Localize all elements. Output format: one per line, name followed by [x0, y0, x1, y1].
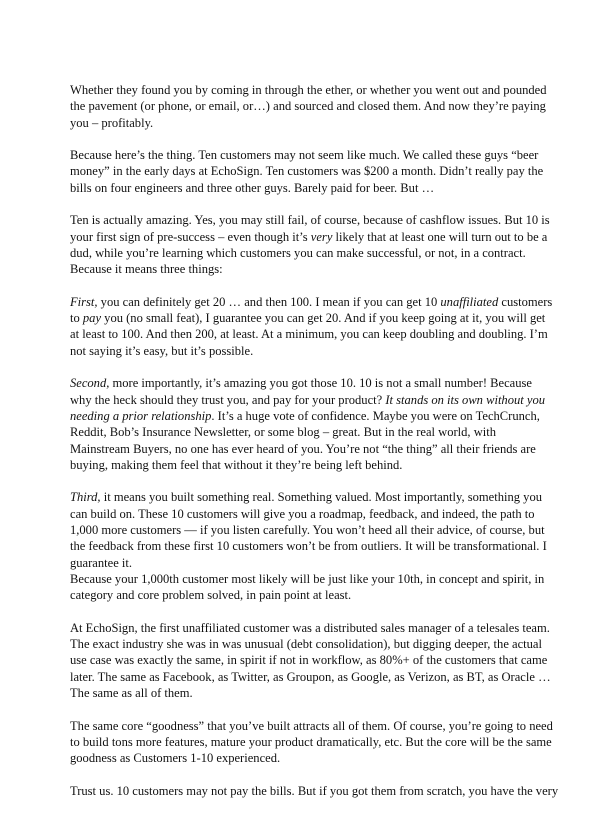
emphasis-text: Second, [70, 376, 110, 391]
text-line: can build on. These 10 customers will give you a roadmap, feedback, and indeed, the path to [70, 506, 535, 521]
text-line: Because your 1,000th customer most likely will be just like your 10th, in concept and spirit, in [70, 571, 545, 586]
text-run: customers [498, 294, 553, 309]
text-line [70, 489, 542, 505]
text-line: dud, while you’re learning which customers you can make successful, or not, in a contract. [70, 245, 526, 260]
text-line: goodness as Customers 1-10 experienced. [70, 751, 281, 766]
text-run: your first sign of pre-success – even though it’s [70, 229, 311, 244]
text-line: Because it means three things: [70, 262, 223, 277]
text-line: Whether they found you by coming in through the ether, or whether you went out and pounded [70, 83, 547, 97]
text-line: At EchoSign, the first unaffiliated customer was a distributed sales manager of a telesales team. [70, 620, 550, 635]
text-run: to [70, 311, 83, 326]
paragraph-7 [70, 571, 545, 604]
text-line: Trust us. 10 customers may not pay the bills. But if you got them from scratch, you have the very [70, 783, 559, 798]
text-line: buying, making them feel that without it they’re being left behind. [70, 457, 403, 472]
emphasis-text: First, [70, 294, 98, 309]
text-line: use case was exactly the same, in spirit if not in workflow, as 80%+ of the customers that came [70, 653, 548, 668]
text-line [70, 229, 548, 245]
emphasis-text: Third, [70, 490, 101, 505]
paragraph-8 [70, 620, 551, 701]
paragraph-2 [70, 147, 544, 196]
text-line: The exact industry she was in was unusual (debt consolidation), but digging deeper, the actual [70, 637, 542, 652]
text-line: category and core problem solved, in pain point at least. [70, 588, 352, 603]
text-line: Reddit, Bob’s Insurance Newsletter, or some blog – great. But in the real world, with [70, 425, 496, 440]
text-run: why the heck should they trust you, and pay for your product? [70, 392, 386, 407]
text-line: money” in the early days at EchoSign. Ten customers was $200 a month. Didn’t really pay the [70, 164, 544, 179]
text-run: likely that at least one will turn out to be a [332, 229, 548, 244]
text-run: . It’s a huge vote of confidence. Maybe you were on TechCrunch, [211, 408, 540, 423]
text-line [70, 408, 538, 424]
emphasis-text: It stands on its own without you [385, 392, 545, 407]
text-line: guarantee it. [70, 555, 133, 570]
text-line: you – profitably. [70, 115, 154, 130]
text-line: later. The same as Facebook, as Twitter, as Groupon, as Google, as Verizon, as BT, as Oracle … [70, 669, 551, 684]
paragraph-10 [70, 783, 559, 799]
text-run: you can definitely get 20 … and then 100. I mean if you can get 10 [97, 294, 441, 309]
paragraph-5 [70, 375, 545, 473]
text-line: bills on four engineers and three other guys. Barely paid for beer. But … [70, 180, 435, 195]
text-line [70, 375, 538, 391]
document-body [70, 82, 559, 815]
paragraph-3 [70, 212, 550, 277]
emphasis-text: pay [82, 311, 102, 326]
text-run: it means you built something real. Something valued. Most importantly, something you [100, 490, 542, 505]
text-line: Ten is actually amazing. Yes, you may still fail, of course, because of cashflow issues. But 10 is [70, 213, 550, 228]
text-line: 1,000 more customers — if you listen carefully. You won’t heed all their advice, of course, but [70, 523, 545, 538]
emphasis-text: needing a prior relationship [70, 408, 212, 423]
paragraph-4 [70, 294, 553, 359]
text-line: not saying it’s easy, but it’s possible. [70, 343, 254, 358]
paragraph-6 [70, 489, 547, 570]
text-line [70, 310, 546, 326]
text-line: to build tons more features, mature your product dramatically, etc. But the core will be the same [70, 734, 552, 749]
emphasis-text: unaffiliated [440, 294, 499, 309]
emphasis-text: very [310, 229, 333, 244]
text-run: you (no small feat), I guarantee you can get 20. And if you keep going at it, you will get [101, 311, 546, 326]
text-line [70, 392, 545, 408]
paragraph-9 [70, 718, 553, 767]
paragraph-1 [70, 82, 547, 131]
text-line: The same as all of them. [70, 685, 193, 700]
text-run: more importantly, it’s amazing you got those 10. 10 is not a small number! Because [109, 376, 532, 391]
text-line: at least to 100. And then 200, at least. At a minimum, you can keep doubling and doubling. I’m [70, 327, 548, 342]
text-line: Because here’s the thing. Ten customers may not seem like much. We called these guys “beer [70, 148, 539, 163]
text-line: Mainstream Buyers, no one has ever heard of you. You’re not “the thing” all their friends are [70, 441, 536, 456]
text-line: the pavement (or phone, or email, or…) and sourced and closed them. And now they’re paying [70, 99, 546, 114]
text-line [70, 294, 553, 310]
text-line: The same core “goodness” that you’ve built attracts all of them. Of course, you’re going to need [70, 718, 553, 733]
text-line: the feedback from these first 10 customers won’t be from outliers. It will be transformational. I [70, 539, 547, 554]
